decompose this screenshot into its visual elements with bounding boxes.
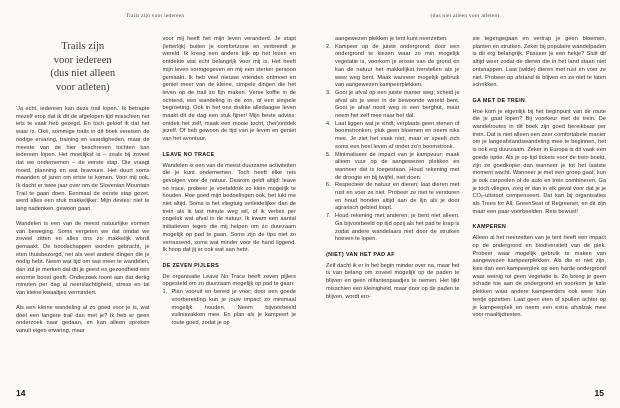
body-paragraph: De organisatie Leave No Trace heeft zeven pijlers opgesteld om zo duurzaam mogelijk op pad te gaan: <box>162 273 296 288</box>
list-item-number: 5. <box>326 151 331 158</box>
list-item <box>163 289 297 328</box>
list-item-text: Kampeer op de juiste ondergrond; door een ondergrond te kiezen waar zo min mogelijk vegetatie is, voorkom je erosie van de grond en kan de natuur het makkelijkst herstellen als je weer weg bent. Maak wanneer mogelijk gebruik van aangewezen kampeerplekken. <box>335 43 460 89</box>
list-item <box>326 152 460 183</box>
section-heading-zeven-pijlers: DE ZEVEN PIJLERS <box>162 262 220 269</box>
page-14-column-2 <box>163 36 297 336</box>
running-head-right: (dus niet alleen voor atleten) <box>430 13 500 19</box>
body-paragraph: Alleen al het neerzetten van je tent heeft een impact op de ondergrond en biodiversiteit van de plek. Probeer waar mogelijk gebruik te maken van aangewezen kampeerplekken. Als die er niet zijn, kies dan een kampeerplek op een harde ondergrond waar weinig tot geen vegetatie is. Zo breng je geen schade toe aan de ondergrond en voorkom je kale plekken waar andere kampeerders ook weer hun tentje opzetten. Laat geen eten of spullen achter op je kampeerplek en neem een extra afvalzak mee voor maaltijdresten. <box>472 235 606 319</box>
body-paragraph: Wandelen is een van de meest natuurlijke vormen van beweging. Soms vergeten we dat omdat we zoveel zitten en alles ons zo makkelijk wordt gemaakt. De boodschappen worden gebracht, je eten thuisbezorgd, net als veel andere dingen die je nodig hebt. Neem wat tijd om wat meer te wandelen, dan zul je merken dat dit je geest en gezondheid een enorme boost geeft. Onderzoek toont aan dat dertig minuten per dag al neerslachtigheid, stress en tal van kleine kwaaltjes vermindert. <box>16 220 150 297</box>
list-item-number: 6. <box>326 182 331 189</box>
body-paragraph: sie tegengegaan en vertrap je geen bloemen, planten en struiken. Zeker bij populaire wandelpaden is dit erg belangrijk. Passeer je een hekje? Sluit dit altijd weer zodat de dieren die in het land staan niet ontsnappen. Laat (wilde) dieren met rust en voer ze niet. Probeer op afstand te blijven en ze niet te laten schrikken. <box>472 36 606 89</box>
chapter-title: Trails zijn voor iedereen (dus niet alleen voor atleten) <box>50 41 116 93</box>
list-item-text: Minimaliseer de impact van je kampvuur; maak alleen vuur op de aangewezen plekken en wanneer dat is toegestaan. Houd rekening met de droogte en bij twijfel, niet doen. <box>335 151 460 181</box>
list-item <box>326 90 460 121</box>
list-item-text: Respecteer de natuur en dieren; laat dieren met rust en voer ze niet. Probeer ze niet te verstoren en houd honden altijd aan de lijn als je door agrarisch gebied loopt. <box>335 182 460 212</box>
page-15 <box>310 0 620 408</box>
body-paragraph: Hoe kom je eigenlijk bij het beginpunt van de route die je gaat lopen? Bij voorkeur met de trein. De wandelroutes in dit boek zijn goed bereikbaar per trein. Dat is niet alleen een zeer comfortabele manier om je langeafstandswandeling mee te beginnen, het is ook erg duurzaam. Zeker in Europa is dit vaak een goede optie. Als je op tijd tickets voor de trein boekt, zijn ze goedkoper dan wanneer je tot het laatste moment wacht. Wanneer je met een groep gaat, kun je ook carpoolen of de auto en trein combineren. Ga je toch vliegen, zorg er dan in elk geval voor dat je je CO₂-uitstoot compenseert. Dat kan bij organisaties als Trees for All, GreenSeat of Regreener, en dit zijn maar een paar voorbeelden. Reis bewust! <box>472 108 606 215</box>
body-paragraph: Als een kleine wandeling al zo goed voor je is, wat doet een langere trail dan met je? Ik heb er geen onderzoek naar gedaan, en kan alleen spreken vanuit eigen ervaring, maar <box>16 304 150 334</box>
list-item-number: 4. <box>326 120 331 127</box>
running-head-left: Trails zijn voor iedereen <box>125 13 185 19</box>
list-item <box>326 213 460 244</box>
page-15-column-1 <box>326 36 460 320</box>
page-number-15: 15 <box>594 388 604 398</box>
list-item-text: Gooi je afval op een juiste manier weg; scheid je afval als je weer in de bewoonde wereld bent. Gooi je afval nooit weg in een berghut, maar neem het zelf mee naar het dal. <box>335 89 460 120</box>
list-item-number: 3. <box>326 89 331 96</box>
body-paragraph: Wandelen is een van de meest duurzame activiteiten die je kunt ondernemen. Toch heeft elke reis gevolgen voor de natuur. Daarom geldt altijd: leave no trace, probeer je voetafdruk zo klein mogelijk te houden. Hoe goed mijn bedoelingen ook, het lukt me niet altijd. Soms is het vliegtuig verleidelijker dan de trein als ik last minute weg wil, of ik verlies per ongeluk wat afval in de natuur. Ik kwam een aantal initiatieven tegen die mij helpen om zo duurzaam mogelijk op pad te gaan. Soms zijn de tips niet zo verrassend, soms wat minder voor de hand liggend. Ik hoop dat jij er ook wat aan hebt. <box>162 162 296 254</box>
list-item-number: 2. <box>326 43 331 50</box>
section-heading-leave-no-trace: LEAVE NO TRACE <box>162 151 215 158</box>
list-item-number: 7. <box>326 213 331 220</box>
list-item-number <box>326 36 335 44</box>
page-15-columns <box>326 36 606 320</box>
page-number-14: 14 <box>16 388 26 398</box>
list-item-text: Houd rekening met anderen; je bent niet alleen. Ga bijvoorbeeld op tijd opzij als het pad te krap is zodat andere wandelaars niet door de struiken hoeven te lopen. <box>335 213 460 243</box>
list-item-continuation <box>326 36 460 44</box>
list-item-text: Laat liggen wat je vindt; verplaats geen stenen of boomstronken, pluk geen bloemen en neem niks mee. Je ziet het vaak niet, maar er speelt zich soms een heel leven af onder zo'n boomstronk. <box>335 120 460 150</box>
list-item <box>326 182 460 213</box>
list-item <box>326 44 460 90</box>
body-paragraph: 'Ja echt, iedereen kan deze trail lopen.' Ik betrapte mezelf erop dat ik dit de afgelopen tijd misschien net iets te vaak heb gezegd. En toch geloof ik dat het waar is. Oké, sommige trails in dit boek vereisen de nodige ervaring, training en vaardigheden, maar de meeste van de hier beschreven tochten kan iedereen lopen. Het moeilijkst is – zoals bij zoveel dat we ondernemen – de eerste stap. Die vraagt moed, planning en wat bravoure. Het duurt soms maanden of jaren om ertoe te komen. Voor mij ook. Ik dacht er twee jaar over om de Slovenian Mountain Trail te gaan doen. Eenmaal de eerste stap gezet, werd alles een stuk makkelijker. Mijn devies: niet te lang nadenken, gewoon gaan. <box>16 106 150 213</box>
page-15-column-2 <box>473 36 607 320</box>
list-item-number: 1. <box>162 289 168 296</box>
body-paragraph: voor mij heeft het mijn leven veranderd. Je stapt (letterlijk) buiten je comfortzone en verbreedt je wereld. Ik kreeg een andere kijk op het leven en ontdekte wat echt belangrijk voor mij is. Het heeft mijn leven vormgegeven en mij een sterker persoon gemaakt. Ik heb veel nieuwe vrienden ontmoet en geniet meer van de kleine, simpele dingen die het leven op de trail zo fijn maken. Verse koffie in de ochtend, een wandeling in de zon, of een simpele begroeting. Ook in het ons drukke alledaagse leven maakt dit de dag een stuk fijner! Mijn beste advies: ontdek het zelf, maak een mooie tocht, (her)ontdek jezelf. Of heb gewoon de tijd van je leven en geniet van het avontuur. <box>162 36 296 143</box>
section-heading-ga-met-de-trein: GA MET DE TREIN <box>472 97 526 104</box>
section-heading-kamperen: KAMPEREN <box>472 224 507 231</box>
page-14-column-1 <box>16 36 150 336</box>
list-item-text: aangewezen plekken je tent kunt neerzetten. <box>335 36 448 42</box>
list-item-text: Plan vooruit en bereid je voor; door een goede voorbereiding kun je jouw impact zo minimaal mogelijk houden. Neem bijvoorbeeld vuilniszakken mee. En plan als je kampeert je route goed, zodat je op <box>171 289 296 326</box>
body-paragraph: Zelf dacht ik er in het begin minder over na, maar het is van belang om zoveel mogelijk op de paden te blijven en geen olifantenpaadjes te nemen. Het lijkt misschien een kleinigheid, maar door op de paden te blijven, wordt ero- <box>326 262 460 300</box>
page-14-columns <box>16 36 296 336</box>
section-heading-niet-van-het-pad-af: (NIET) VAN HET PAD AF <box>326 251 395 258</box>
list-item <box>326 121 460 152</box>
